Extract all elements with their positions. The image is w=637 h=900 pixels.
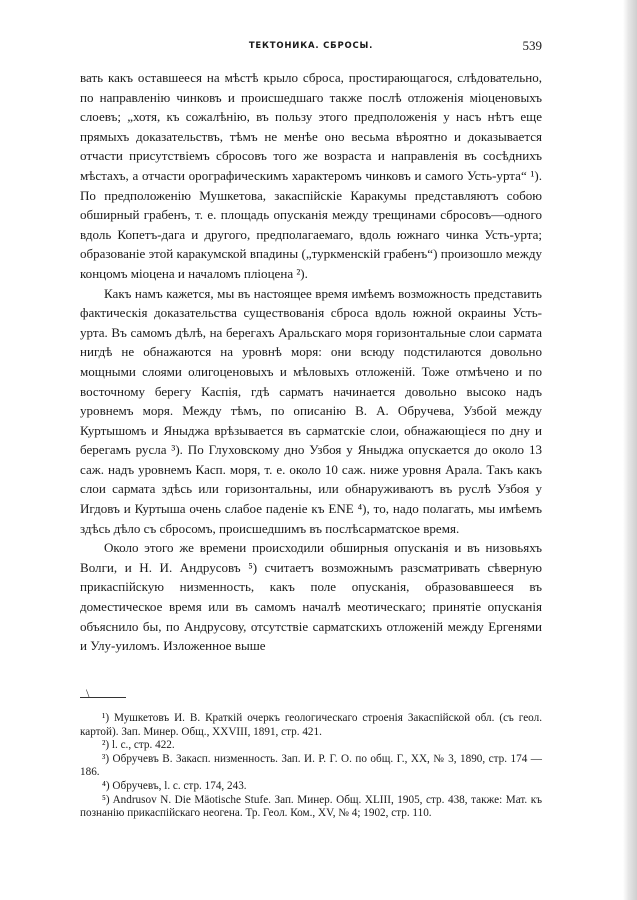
footnote-4: ⁴) Обручевъ, l. c. стр. 174, 243. [102,779,247,792]
footnote-divider [80,697,126,698]
stray-mark: \ [86,686,90,700]
paragraph-1: вать какъ оставшееся на мѣстѣ крыло сброса, простирающагося, слѣдовательно, по направленію чинковъ и происшедшаго также послѣ отложенія міоценовыхъ слоевъ; „хотя, къ сожалѣнію, въ пользу этого предположенія у насъ нѣтъ еще прямыхъ доказательствъ, тѣмъ не менѣе оно весьма вѣроятно и доказывается отчасти присутствіемъ сбросовъ того же возраста и направленія въ сосѣднихъ мѣстахъ, а отчасти орографическимъ характеромъ чинковъ и самого Усть-урта“ ¹). По предположенію Мушкетова, закаспійскіе Каракумы представляютъ собою обширный грабенъ, т. е. площадь опусканія между трещинами сбросовъ—одного вдоль Копетъ-дага и другого, предполагаемаго, вдоль южнаго чинка Усть-урта; образованіе этой каракумской впадины („туркменскій грабенъ“) произошло между концомъ міоцена и началомъ пліоцена ²). [80,70,542,281]
footnote-2: ²) l. c., стр. 422. [102,739,175,752]
page-edge-shadow [623,0,637,900]
footnotes [80,712,542,821]
paragraph-2: Какъ намъ кажется, мы въ настоящее время имѣемъ возможность представить фактическія доказательства существованія сброса вдоль южной окраины Усть-урта. Въ самомъ дѣлѣ, на берегахъ Аральскаго моря горизонтальные слои сармата нигдѣ не обнажаются на уровнѣ моря: они всюду подстилаются довольно мощными слоями олигоценовыхъ и мѣловыхъ отложеній. Тоже отмѣчено и по восточному берегу Каспія, гдѣ сарматъ начинается довольно высоко надъ уровнемъ моря. Между тѣмъ, по описанію В. А. Обручева, Узбой между Куртышомъ и Яныджа врѣзывается въ сарматскіе слои, обнажающіеся по дну и берегамъ русла ³). По Глуховскому дно Узбоя у Яныджа опускается до около 13 саж. надъ уровнемъ Касп. моря, т. е. около 10 саж. ниже уровня Арала. Такъ какъ слои сармата здѣсь или горизонтальны, или обнаруживаютъ въ руслѣ Узбоя у Игдовъ и Куртыша очень слабое паденіе къ ENE ⁴), то, надо полагать, мы имѣемъ здѣсь дѣло съ сбросомъ, происшедшимъ въ послѣсарматское время. [80,285,542,536]
paragraph-3: Около этого же времени происходили обширныя опусканія и въ низовьяхъ Волги, и Н. И. Андрусовъ ⁵) считаетъ возможнымъ разсматривать сѣверную прикаспійскую низменность, какъ поле опусканія, образовавшееся въ доместическое время или въ самомъ началѣ меотическаго; принятіе опусканія объяснило бы, по Андрусову, отсутствіе сарматскихъ отложеній между Ергенями и Улу-уиломъ. Изложенное выше [80,540,542,654]
footnote-5: ⁵) Andrusov N. Die Mäotische Stufe. Зап. Минер. Общ. XLIII, 1905, стр. 438, также: Мат. къ познанію прикаспійскаго неогена. Тр. Геол. Ком., XV, № 4; 1902, стр. 110. [80,793,542,820]
footnote-3: ³) Обручевъ В. Закасп. низменность. Зап. И. Р. Г. О. по общ. Г., XX, № 3, 1890, стр. 174 — 186. [80,752,542,779]
main-text [80,68,542,656]
page-header [80,38,542,54]
running-title: ТЕКТОНИКА. СБРОСЫ. [248,41,374,51]
page-number: 539 [522,38,542,53]
footnote-1: ¹) Мушкетовъ И. В. Краткій очеркъ геологическаго строенія Закаспійской обл. (съ геол. картой). Зап. Минер. Общ., XXVIII, 1891, стр. 421. [80,712,542,738]
